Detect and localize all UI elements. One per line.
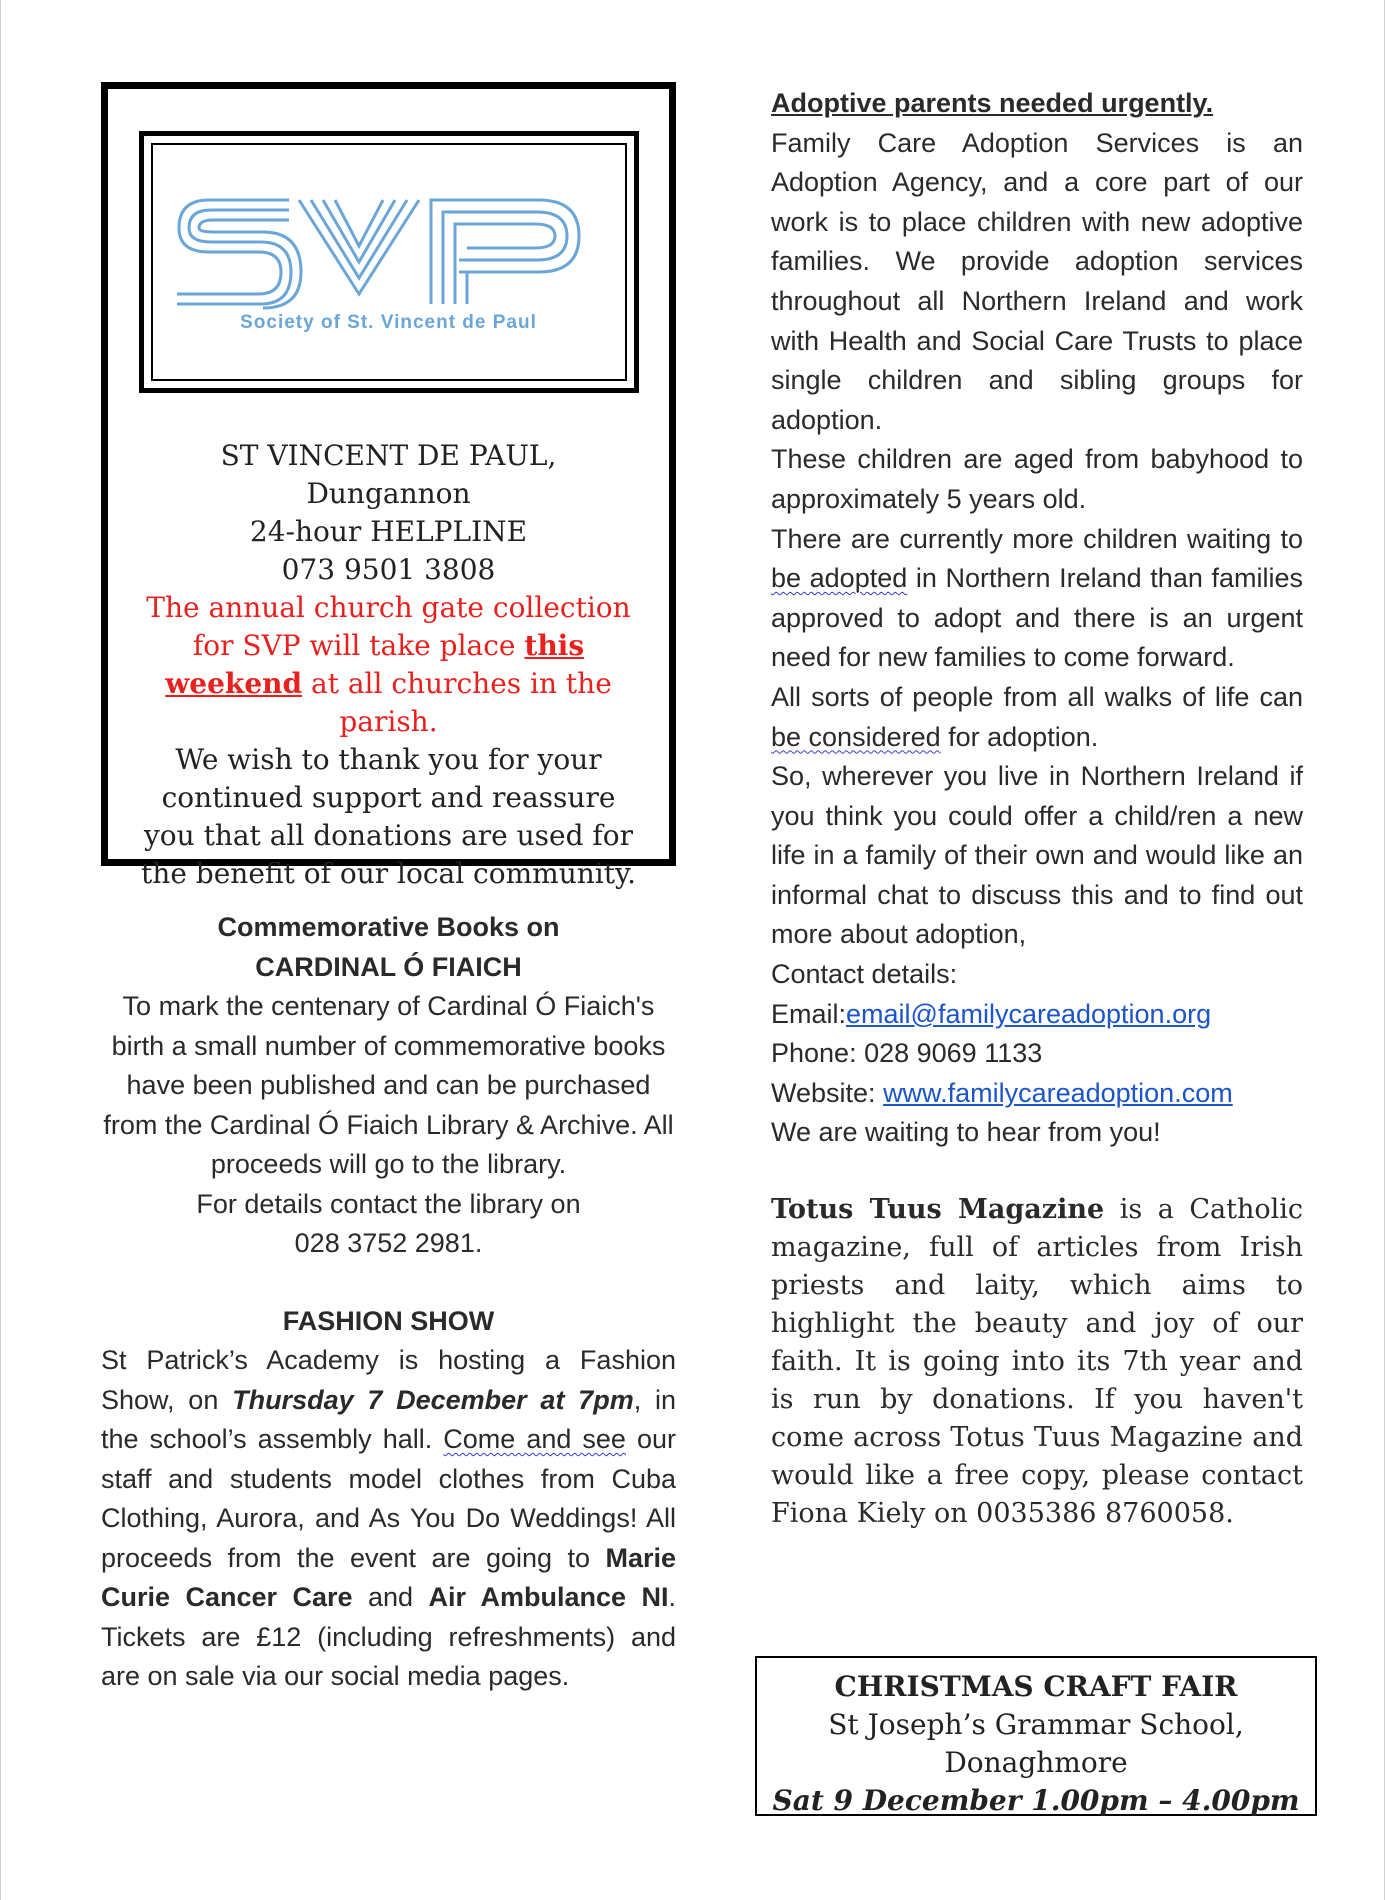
svp-logo-text: Society of St. Vincent de Paul — [240, 312, 537, 333]
adoption-title: Adoptive parents needed urgently. — [771, 88, 1214, 118]
fashion-text: our staff and students model clothes from Cuba Clothing, Aurora, and As You Do Weddings! All proceeds from the event are going to — [101, 1424, 677, 1573]
craft-fair-box — [755, 1656, 1317, 1816]
totus-title: Totus Tuus Magazine — [771, 1194, 1105, 1226]
email-link[interactable]: email@familycareadoption.org — [846, 998, 1212, 1029]
fashion-text: , in the school’s assembly hall. — [101, 1384, 676, 1454]
commemorative-phone: 028 3752 2981. — [294, 1228, 483, 1258]
commemorative-body: To mark the centenary of Cardinal Ó Fiaich's birth a small number of commemorative books have been published and can be purchased from the Cardinal Ó Fiaich Library & Archive. All proceeds will go to the library. — [103, 991, 674, 1179]
svp-collection-notice — [138, 589, 639, 741]
fashion-text-flagged: Come and see — [443, 1424, 626, 1454]
svp-notice — [101, 82, 676, 890]
fashion-show — [101, 1302, 676, 1697]
fashion-text: St Patrick’s Academy is hosting a Fashion Show, on — [101, 1345, 676, 1415]
adoption-text-flagged: be considered — [771, 721, 941, 752]
svp-helpline-label: 24-hour HELPLINE — [249, 515, 528, 548]
craft-fair-title: CHRISTMAS CRAFT FAIR — [834, 1670, 1238, 1703]
fashion-date: Thursday 7 December at 7pm — [232, 1384, 634, 1415]
collection-text-end: at all churches in the parish. — [302, 667, 612, 738]
fashion-body — [101, 1341, 676, 1697]
commemorative-title: Commemorative Books on — [217, 912, 560, 942]
totus-body: is a Catholic magazine, full of articles from Irish priests and laity, which aims to highlight the beauty and joy of our faith. It is going into its 7th year and is run by donations. If you haven't come across Totus Tuus Magazine and would like a free copy, please contact Fiona Kiely on 0035386 8760058. — [771, 1194, 1303, 1530]
adoption-closing: We are waiting to hear from you! — [771, 1117, 1161, 1148]
craft-fair-venue-town: Donaghmore — [944, 1746, 1128, 1779]
svp-thanks: We wish to thank you for your continued support and reassure you that all donations are used for the benefit of our local community. — [141, 743, 636, 890]
website-row — [771, 1074, 1303, 1114]
adoption-text: All sorts of people from all walks of life can — [771, 681, 1303, 712]
totus-tuus-notice — [771, 1191, 1303, 1533]
adoption-notice — [771, 84, 1303, 1153]
adoption-p1: Family Care Adoption Services is an Adoption Agency, and a core part of our work is to place children with new adoptive families. We provide adoption services throughout all Northern Ireland and work with Health and Social Care Trusts to place single children and sibling groups for adoption. — [771, 127, 1303, 435]
adoption-p4 — [771, 678, 1303, 757]
adoption-p2: These children are aged from babyhood to approximately 5 years old. — [771, 444, 1303, 514]
svp-title: ST VINCENT DE PAUL, Dungannon — [220, 439, 557, 510]
charity-name: Marie Curie Cancer Care — [101, 1542, 676, 1612]
website-label: Website: — [771, 1077, 884, 1108]
svp-logo — [151, 143, 627, 381]
adoption-text: There are currently more children waiting to — [771, 523, 1303, 554]
collection-emphasis: this weekend — [165, 629, 585, 700]
fashion-text: . Tickets are £12 (including refreshments) and are on sale via our social media pages. — [101, 1582, 676, 1691]
website-link[interactable]: www.familycareadoption.com — [883, 1077, 1233, 1108]
svp-logo-frame — [139, 131, 639, 393]
email-row — [771, 995, 1303, 1035]
phone-row: Phone: 028 9069 1133 — [771, 1038, 1043, 1069]
left-column — [101, 82, 676, 1697]
commemorative-contact: For details contact the library on — [196, 1188, 581, 1219]
adoption-text: in Northern Ireland than families approved to adopt and there is an urgent need for new families to come forward. — [771, 563, 1303, 673]
adoption-p3 — [771, 520, 1303, 678]
adoption-text-flagged: be adopted — [771, 563, 908, 594]
collection-text: The annual church gate collection for SVP will take place — [146, 591, 631, 662]
svp-logo-icon — [169, 190, 609, 310]
adoption-p5: So, wherever you live in Northern Ireland if you think you could offer a child/ren a new life in a family of their own and would like an informal chat to discuss this and to find out more about adoption, — [771, 761, 1303, 950]
commemorative-books — [101, 908, 676, 1264]
craft-fair-venue: St Joseph’s Grammar School, — [828, 1708, 1244, 1741]
email-label: Email: — [771, 998, 847, 1029]
svp-helpline-number: 073 9501 3808 — [281, 553, 496, 586]
charity-name: Air Ambulance NI — [428, 1582, 669, 1612]
craft-fair-datetime: Sat 9 December 1.00pm – 4.00pm — [772, 1784, 1300, 1817]
right-column — [771, 84, 1303, 1533]
commemorative-subtitle: CARDINAL Ó FIAICH — [255, 951, 522, 982]
svp-text — [138, 437, 639, 893]
adoption-text: for adoption. — [940, 721, 1099, 752]
fashion-title: FASHION SHOW — [282, 1305, 495, 1336]
fashion-text: and — [352, 1582, 429, 1612]
contact-label: Contact details: — [771, 959, 958, 990]
